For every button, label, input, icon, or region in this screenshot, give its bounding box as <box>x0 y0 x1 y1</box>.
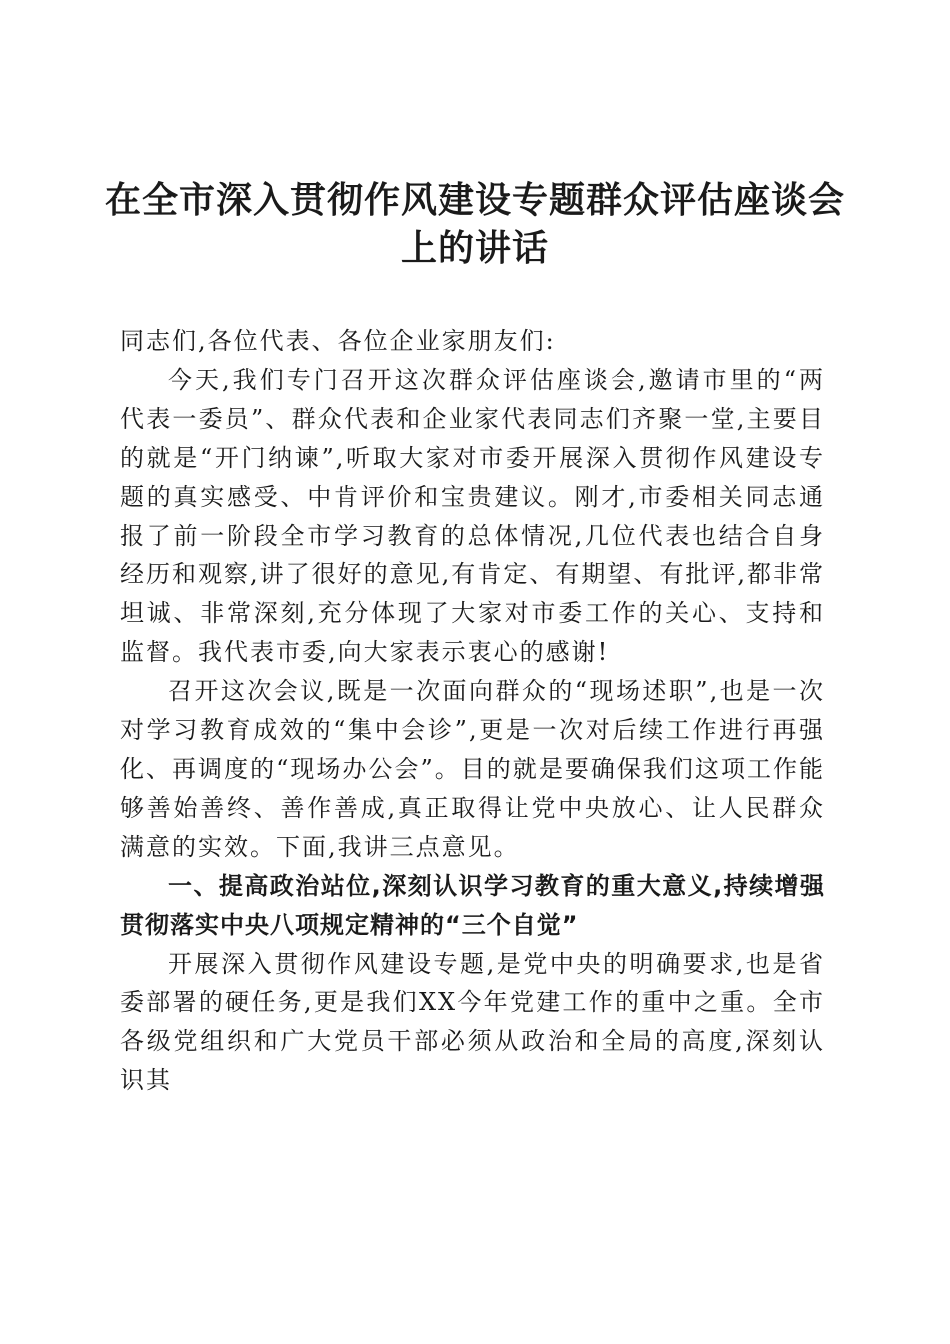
document-title: 在全市深入贯彻作风建设专题群众评估座谈会上的讲话 <box>104 179 845 269</box>
document-body <box>120 322 825 1100</box>
section-paragraph-1: 开展深入贯彻作风建设专题,是党中央的明确要求,也是省委部署的硬任务,更是我们XX今年党建工作的重中之重。全市各级党组织和广大党员干部必须从政治和全局的高度,深刻认识其 <box>120 949 825 1095</box>
section-heading-1: 一、提高政治站位,深刻认识学习教育的重大意义,持续增强贯彻落实中央八项规定精神的“三个自觉” <box>120 871 825 939</box>
paragraph-opening: 今天,我们专门召开这次群众评估座谈会,邀请市里的“两代表一委员”、群众代表和企业家代表同志们齐聚一堂,主要目的就是“开门纳谏”,听取大家对市委开展深入贯彻作风建设专题的真实感受、中肯评价和宝贵建议。刚才,市委相关同志通报了前一阶段全市学习教育的总体情况,几位代表也结合自身经历和观察,讲了很好的意见,有肯定、有期望、有批评,都非常坦诚、非常深刻,充分体现了大家对市委工作的关心、支持和监督。我代表市委,向大家表示衷心的感谢! <box>120 365 825 667</box>
salutation: 同志们,各位代表、各位企业家朋友们: <box>120 327 556 355</box>
paragraph-purpose: 召开这次会议,既是一次面向群众的“现场述职”,也是一次对学习教育成效的“集中会诊”,更是一次对后续工作进行再强化、再调度的“现场办公会”。目的就是要确保我们这项工作能够善始善终、善作善成,真正取得让党中央放心、让人民群众满意的实效。下面,我讲三点意见。 <box>120 677 825 861</box>
